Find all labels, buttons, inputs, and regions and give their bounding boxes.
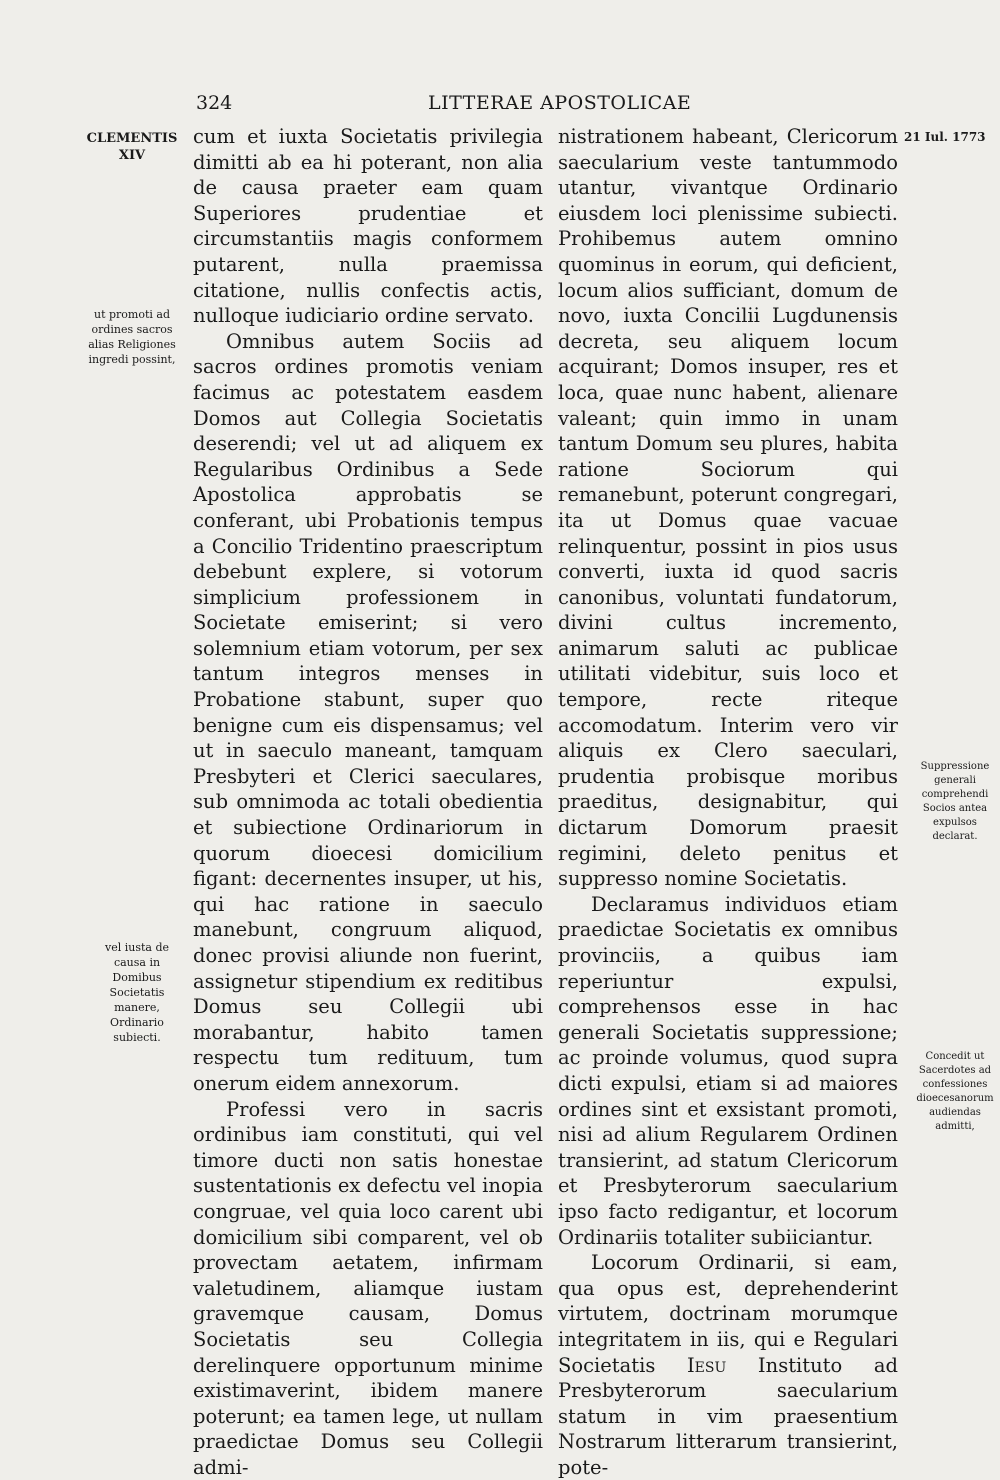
paragraph: nistrationem habeant, Clericorum saecularium veste tantummodo utantur, vivantque Ordinario eiusdem loci plenissime subiecti. Prohibemus autem omnino quominus in eorum, qui deficient, locum alios sufficiant, domum de novo, iuxta Concilii Lugdunensis decreta, seu aliquem locum acquirant; Domos insuper, res et loca, quae nunc habent, alienare valeant; quin immo in unam tantum Domum seu plures, habita ratione Sociorum qui remanebunt, poterunt congregari, ita ut Domus quae vacuae relinquentur, possint in pios usus converti, iuxta id quod sacris canonibus, voluntati fundatorum, divini cultus incremento, animarum saluti ac publicae utilitati videbitur, suis loco et tempore, recte riteque accomodatum. Interim vero vir aliquis ex Clero saeculari, prudentia probisque moribus praeditus, designabitur, qui dictarum Domorum praesit regimini, deleto penitus et suppresso nomine Societatis.: [558, 125, 898, 891]
margin-note-right-1: Suppressione generali comprehendi Socios antea expulsos declarat.: [920, 761, 990, 842]
paragraph-text-end: Instituto ad Presbyterorum saecularium statum in vim praesentium Nostrarum litterarum transierint, pote-: [558, 1353, 898, 1479]
right-text-column: [558, 124, 898, 1480]
margin-note-right-2: Concedit ut Sacerdotes ad confessiones dioecesanorum audiendas admitti,: [916, 1051, 994, 1132]
paragraph: Declaramus individuos etiam praedictae Societatis ex omnibus provinciis, a quibus iam reperiuntur expulsi, comprehensos esse in hac generali Societatis suppressione; ac proinde volumus, quod supra dicti expulsi, etiam si ad maiores ordines sint et exsistant promoti, nisi ad alium Regularem Ordinen transierint, ad statum Clericorum et Presbyterorum saecularium ipso facto redigantur, et locorum Ordinariis totaliter subiiciantur.: [558, 892, 898, 1249]
margin-date: 21 Iul. 1773: [904, 130, 986, 144]
paragraph: Professi vero in sacris ordinibus iam constituti, qui vel timore ducti non satis honestae sustentationis ex defectu vel inopia congruae, vel quia loco carent ubi domicilium sibi comparent, vel ob provectam aetatem, infirmam valetudinem, aliamque iustam gravemque causam, Domus Societatis seu Collegia derelinquere opportunum minime existimaverint, ibidem manere poterunt; ea tamen lege, ut nullam praedictae Domus seu Collegii admi-: [193, 1097, 543, 1479]
paragraph: Omnibus autem Sociis ad sacros ordines promotis veniam facimus ac potestatem easdem Domos aut Collegia Societatis deserendi; vel ut ad aliquem ex Regularibus Ordinibus a Sede Apostolica approbatis se conferant, ubi Probationis tempus a Concilio Tridentino praescriptum debebunt explere, si votorum simplicium professionem in Societate emiserint; si vero solemnium etiam votorum, per sex tantum integros menses in Probatione stabunt, super quo benigne cum eis dispensamus; vel ut in saeculo maneant, tamquam Presbyteri et Clerici saeculares, sub omnimoda ac totali obedientia et subiectione Ordinariorum in quorum dioecesi domicilium figant: decernentes insuper, ut his, qui hac ratione in saeculo manebunt, congruum aliquod, donec provisi aliunde non fuerint, assignetur stipendium ex reditibus Domus seu Collegii ubi morabantur, habito tamen respectu tum redituum, tum onerum eidem annexorum.: [193, 329, 543, 1095]
margin-note-left-2: vel iusta de causa in Domibus Societatis manere, Ordinario subiecti.: [104, 941, 169, 1044]
paragraph: cum et iuxta Societatis privilegia dimitti ab ea hi poterant, non alia de causa praeter eam quam Superiores prudentiae et circumstantiis magis conformem putarent, nulla praemissa citatione, nullis confectis actis, nulloque iudiciario ordine servato.: [193, 125, 543, 328]
left-text-column: [193, 124, 543, 1480]
small-caps-word: Iesu: [686, 1353, 727, 1377]
paragraph-text-start: Locorum Ordinarii, si eam, qua opus est, deprehenderint virtutem, doctrinam morumque integritatem in iis, qui e Regulari Societatis: [558, 1251, 898, 1377]
running-header: LITTERAE APOSTOLICAE: [428, 92, 692, 114]
margin-pontiff-name: CLEMENTIS XIV: [86, 131, 178, 163]
margin-note-left-1: ut promoti ad ordines sacros alias Religiones ingredi possint,: [88, 308, 176, 366]
paragraph: [558, 1250, 898, 1480]
page-number: 324: [196, 92, 233, 114]
